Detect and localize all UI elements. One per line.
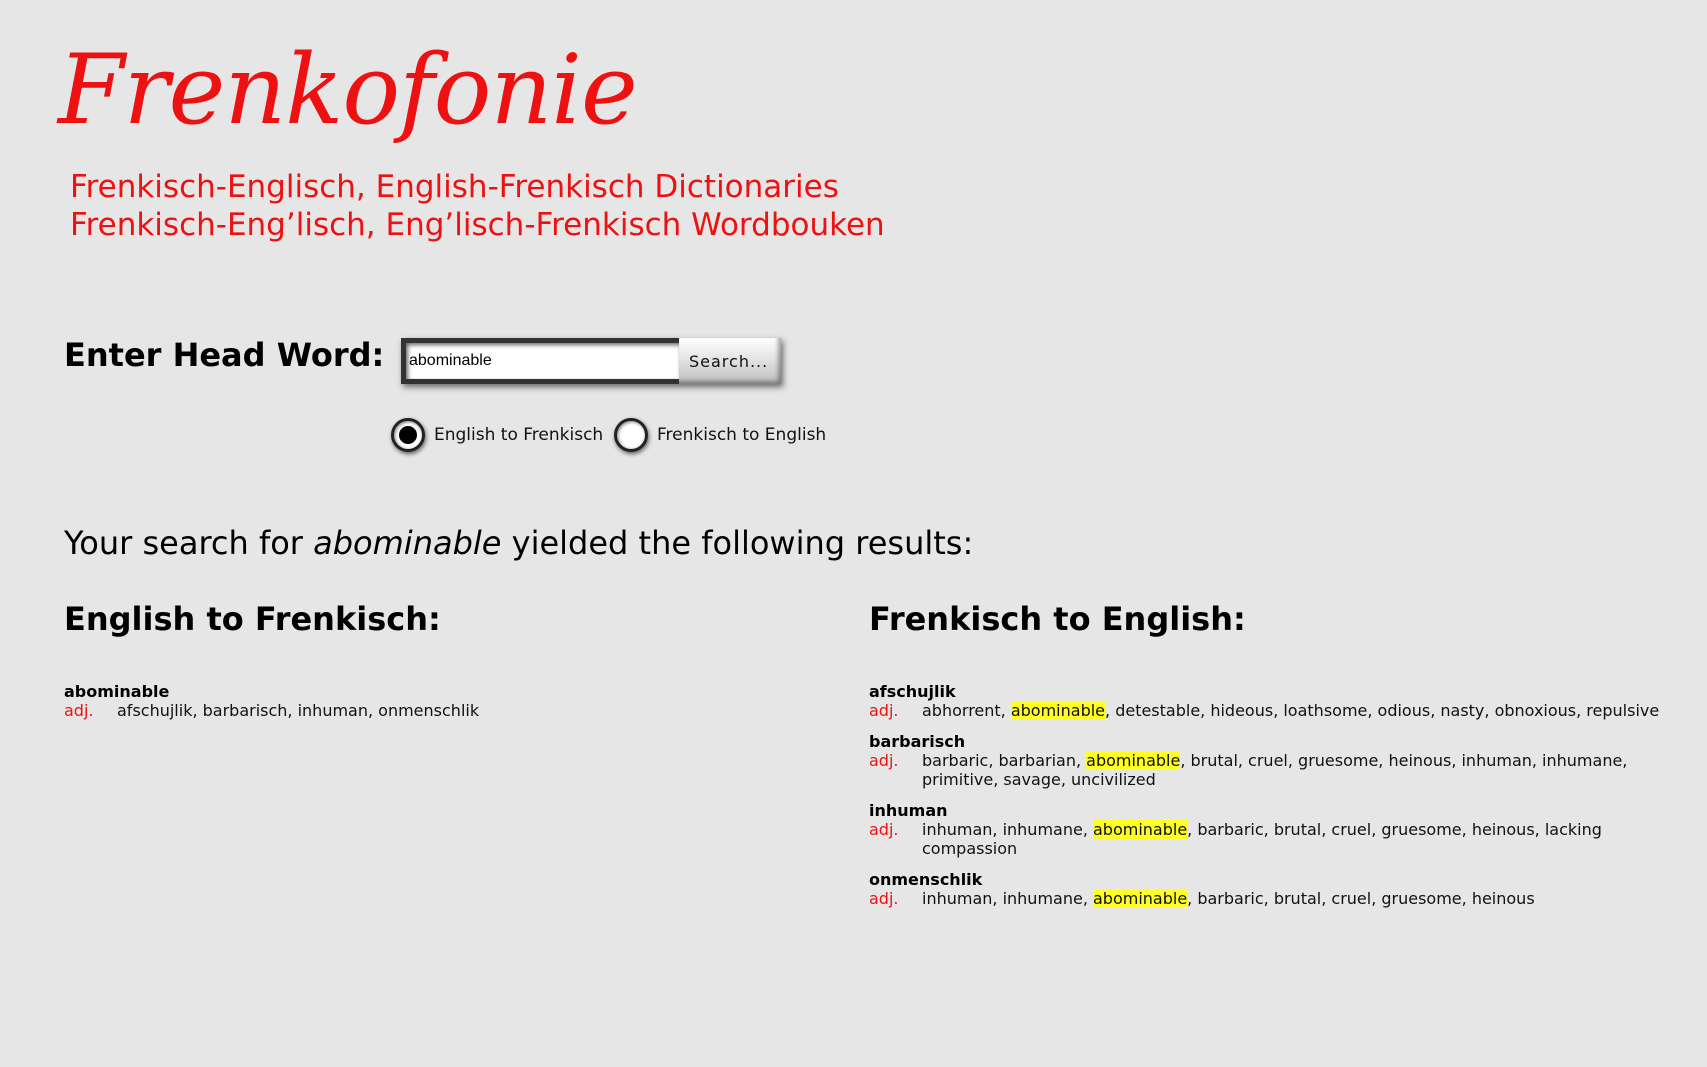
search-input[interactable]: [401, 338, 679, 384]
translation-text: , brutal, cruel, gruesome, heinous, inhuman, inhumane, primitive, savage, uncivilized: [922, 751, 1628, 789]
dictionary-entry: [64, 682, 784, 720]
entry-headword: onmenschlik: [869, 870, 983, 889]
translation-text: inhuman, inhumane,: [922, 820, 1093, 839]
translation-text: , barbaric, brutal, cruel, gruesome, heinous, lacking compassion: [922, 820, 1602, 858]
entry-translations: [922, 751, 1669, 789]
entry-sense: [869, 889, 1669, 908]
search-form: [401, 338, 781, 384]
part-of-speech: adj.: [64, 701, 94, 720]
translation-text: barbaric, barbarian,: [922, 751, 1087, 770]
search-button[interactable]: Search...: [679, 338, 781, 384]
radio-label[interactable]: Frenkisch to English: [657, 425, 827, 445]
highlighted-match: abominable: [1086, 751, 1181, 770]
results-term: abominable: [313, 524, 502, 562]
entry-sense: [869, 701, 1669, 720]
radio-frenkisch-to-english[interactable]: [614, 418, 826, 452]
dictionary-entry: [869, 732, 1669, 789]
radio-dot: [399, 426, 417, 444]
section-heading: Frenkisch to English:: [869, 600, 1246, 638]
highlighted-match: abominable: [1092, 820, 1188, 839]
radio-label[interactable]: English to Frenkisch: [434, 425, 604, 445]
radio-checked-icon[interactable]: [391, 418, 425, 452]
results-english-to-frenkisch: [64, 600, 784, 732]
entry-sense: [869, 751, 1669, 789]
translation-text: inhuman, inhumane,: [922, 889, 1093, 908]
entry-headword: afschujlik: [869, 682, 956, 701]
site-subtitle-2: Frenkisch-Eng’lisch, Eng’lisch-Frenkisch Wordbouken: [70, 207, 885, 243]
radio-english-to-frenkisch[interactable]: [391, 418, 603, 452]
radio-unchecked-icon[interactable]: [614, 418, 648, 452]
section-heading: English to Frenkisch:: [64, 600, 441, 638]
highlighted-match: abominable: [1010, 701, 1106, 720]
results-suffix: yielded the following results:: [511, 524, 974, 562]
part-of-speech: adj.: [869, 889, 899, 908]
results-summary: [64, 524, 974, 562]
entry-translations: [922, 701, 1669, 720]
dictionary-entry: [869, 682, 1669, 720]
search-label: Enter Head Word:: [64, 336, 385, 374]
entry-sense: [869, 820, 1669, 858]
translation-text: abhorrent,: [922, 701, 1011, 720]
entry-sense: [64, 701, 784, 720]
translation-text: , barbaric, brutal, cruel, gruesome, heinous: [1187, 889, 1535, 908]
entry-translations: [922, 889, 1669, 908]
entry-headword: abominable: [64, 682, 170, 701]
highlighted-match: abominable: [1092, 889, 1188, 908]
entry-translations: [117, 701, 784, 720]
part-of-speech: adj.: [869, 751, 899, 770]
results-prefix: Your search for: [64, 524, 303, 562]
entry-translations: [922, 820, 1669, 858]
entry-headword: barbarisch: [869, 732, 966, 751]
site-subtitle-1: Frenkisch-Englisch, English-Frenkisch Dictionaries: [70, 169, 839, 205]
entry-headword: inhuman: [869, 801, 948, 820]
site-logo[interactable]: Frenkofonie: [58, 34, 637, 146]
dictionary-entry: [869, 801, 1669, 858]
translation-text: afschujlik, barbarisch, inhuman, onmenschlik: [117, 701, 480, 720]
translation-text: , detestable, hideous, loathsome, odious, nasty, obnoxious, repulsive: [1105, 701, 1660, 720]
part-of-speech: adj.: [869, 701, 899, 720]
part-of-speech: adj.: [869, 820, 899, 839]
results-frenkisch-to-english: [869, 600, 1669, 920]
dictionary-entry: [869, 870, 1669, 908]
